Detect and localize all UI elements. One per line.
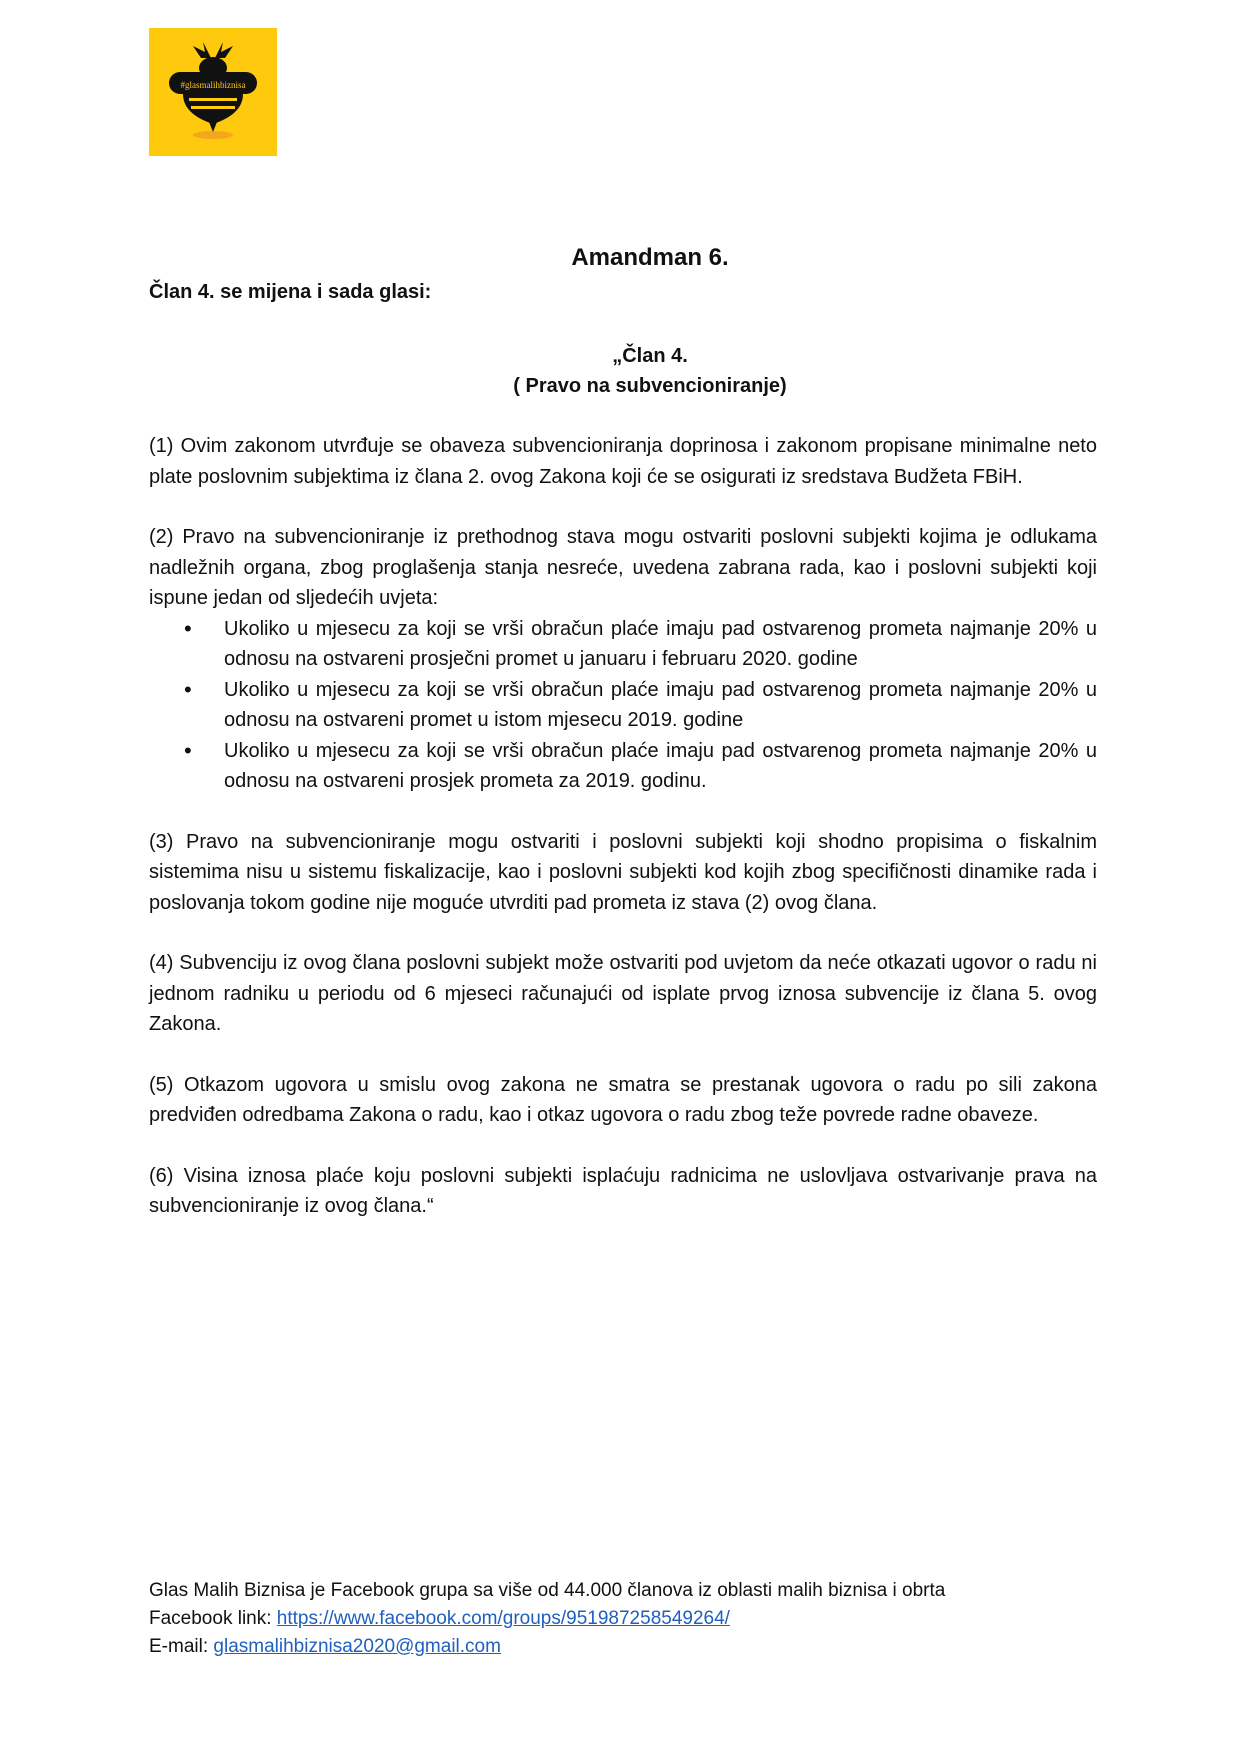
article-body xyxy=(149,431,1097,1252)
paragraph-4: (4) Subvenciju iz ovog člana poslovni subjekt može ostvariti pod uvjetom da neće otkazati ugovor o radu ni jednom radniku u periodu od 6 mjeseci računajući od isplate prvog iznosa subvencije iz člana 5. ovog Zakona. xyxy=(149,952,1097,1035)
article-title: „Član 4. xyxy=(612,345,688,367)
bee-icon xyxy=(149,28,277,156)
email-label: E-mail: xyxy=(149,1636,214,1657)
conditions-list xyxy=(149,614,1097,797)
paragraph-3: (3) Pravo na subvencioniranje mogu ostvariti i poslovni subjekti koji shodno propisima o fiskalnim sistemima nisu u sistemu fiskalizacije, kao i poslovni subjekti kod kojih zbog specifičnosti dinamike rada i poslovanja tokom godine nije moguće utvrditi pad prometa iz stava (2) ovog člana. xyxy=(149,830,1097,914)
condition-item: • Ukoliko u mjesecu za koji se vrši obračun plaće imaju pad ostvarenog prometa najmanje 20% u odnosu na ostvareni promet u istom mjesecu 2019. godine xyxy=(224,675,1097,736)
email-link[interactable]: glasmalihbiznisa2020@gmail.com xyxy=(213,1636,501,1657)
footer-description: Glas Malih Biznisa je Facebook grupa sa više od 44.000 članova iz oblasti malih biznisa i obrta xyxy=(149,1580,946,1601)
logo xyxy=(149,28,277,156)
facebook-label: Facebook link: xyxy=(149,1608,277,1629)
article-title-block xyxy=(0,341,1240,401)
svg-text:#glasmalihbiznisa: #glasmalihbiznisa xyxy=(180,80,246,90)
paragraph-2: (2) Pravo na subvencioniranje iz prethodnog stava mogu ostvariti poslovni subjekti kojima je odlukama nadležnih organa, zbog proglašenja stanja nesreće, uvedena zabrana rada, kao i poslovni subjekti koji ispune jedan od sljedećih uvjeta: xyxy=(149,526,1097,609)
article-subtitle: ( Pravo na subvencioniranje) xyxy=(513,375,787,397)
footer-facebook-line xyxy=(149,1605,945,1633)
paragraph-1: (1) Ovim zakonom utvrđuje se obaveza subvencioniranja doprinosa i zakonom propisane minimalne neto plate poslovnim subjektima iz člana 2. ovog Zakona koji će se osigurati iz sredstava Budžeta FBiH. xyxy=(149,435,1097,488)
paragraph-5: (5) Otkazom ugovora u smislu ovog zakona ne smatra se prestanak ugovora o radu po sili zakona predviđen odredbama Zakona o radu, kao i otkaz ugovora o radu zbog teže povrede radne obaveze. xyxy=(149,1073,1097,1126)
footer-email-line xyxy=(149,1633,945,1661)
paragraph-6: (6) Visina iznosa plaće koju poslovni subjekti isplaćuju radnicima ne uslovljava ostvarivanje prava na subvencioniranje iz ovog člana.“ xyxy=(149,1164,1097,1217)
facebook-link[interactable]: https://www.facebook.com/groups/951987258549264/ xyxy=(276,1608,730,1629)
footer xyxy=(149,1577,945,1661)
condition-item: • Ukoliko u mjesecu za koji se vrši obračun plaće imaju pad ostvarenog prometa najmanje 20% u odnosu na ostvareni prosječni promet u januaru i februaru 2020. godine xyxy=(224,614,1097,675)
condition-item: • Ukoliko u mjesecu za koji se vrši obračun plaće imaju pad ostvarenog prometa najmanje 20% u odnosu na ostvareni prosjek prometa za 2019. godinu. xyxy=(224,736,1097,797)
amendment-heading: Amandman 6. xyxy=(571,244,729,271)
intro-line: Član 4. se mijena i sada glasi: xyxy=(149,281,432,303)
